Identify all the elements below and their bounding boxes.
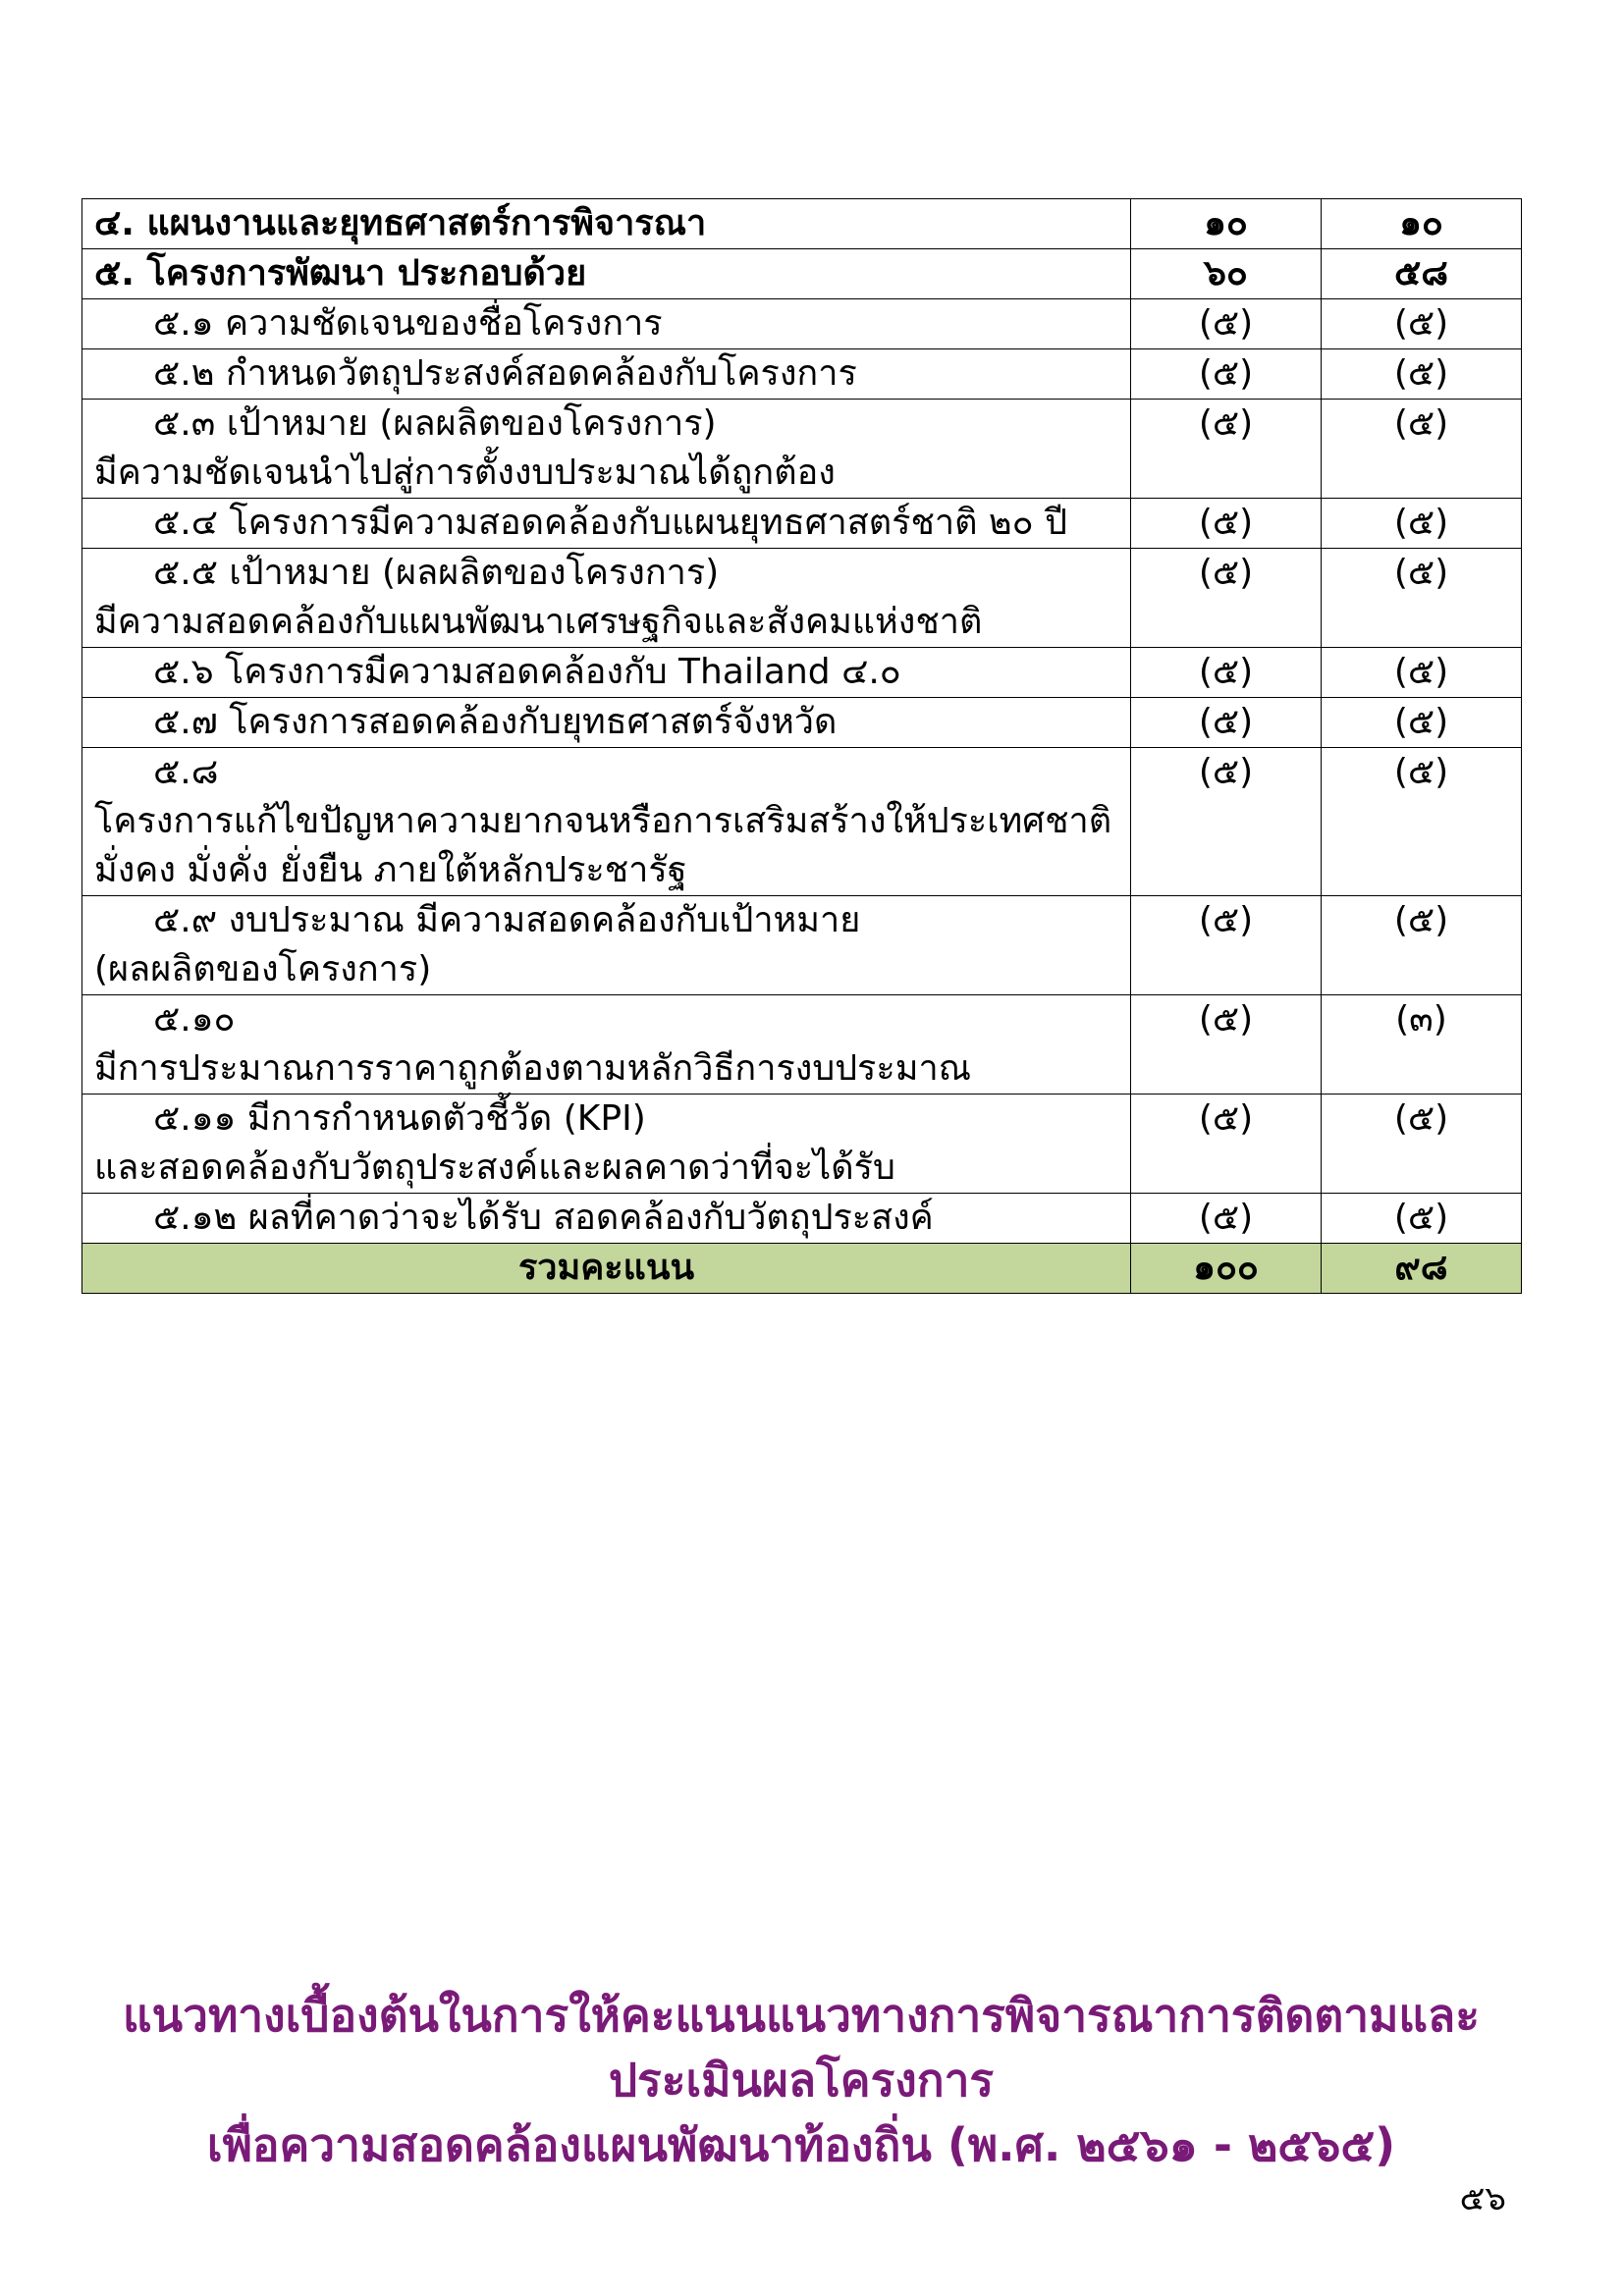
criteria-label-continued: มีความชัดเจนนำไปสู่การตั้งงบประมาณได้ถูกต้อง (94, 453, 836, 493)
criteria-cell (82, 400, 1131, 499)
criteria-cell (82, 1194, 1131, 1244)
given-score: ๕๘ (1322, 249, 1522, 299)
criteria-cell (82, 349, 1131, 400)
criteria-label: ๕.๔ โครงการมีความสอดคล้องกับแผนยุทธศาสตร์ชาติ ๒๐ ปี (153, 503, 1067, 543)
criteria-label: ๕. โครงการพัฒนา ประกอบด้วย (82, 249, 1131, 299)
criteria-cell (82, 698, 1131, 748)
criteria-label-continued: มีการประมาณการราคาถูกต้องตามหลักวิธีการงบประมาณ (94, 1048, 972, 1089)
table-row (82, 349, 1522, 400)
table-row (82, 648, 1522, 698)
criteria-label: ๕.๗ โครงการสอดคล้องกับยุทธศาสตร์จังหวัด (153, 702, 838, 742)
full-score: (๕) (1131, 748, 1322, 896)
table-row (82, 1194, 1522, 1244)
total-label: รวมคะแนน (82, 1244, 1131, 1294)
table-row (82, 199, 1522, 249)
criteria-cell (82, 995, 1131, 1095)
criteria-label: ๕.๑ ความชัดเจนของชื่อโครงการ (153, 303, 663, 344)
table-row (82, 995, 1522, 1095)
footer-heading (81, 1983, 1521, 2177)
full-score: (๕) (1131, 1194, 1322, 1244)
full-score: (๕) (1131, 299, 1322, 349)
full-score: (๕) (1131, 549, 1322, 648)
total-row (82, 1244, 1522, 1294)
given-score: (๕) (1322, 299, 1522, 349)
footer-line-1: แนวทางเบื้องต้นในการให้คะแนนแนวทางการพิจารณาการติดตามและประเมินผลโครงการ (123, 1989, 1480, 2107)
full-score: (๕) (1131, 896, 1322, 995)
total-given-score: ๙๘ (1322, 1244, 1522, 1294)
criteria-label: ๔. แผนงานและยุทธศาสตร์การพิจารณา (82, 199, 1131, 249)
criteria-cell (82, 1095, 1131, 1194)
given-score: (๕) (1322, 349, 1522, 400)
full-score: (๕) (1131, 648, 1322, 698)
table-row (82, 400, 1522, 499)
table-row (82, 1095, 1522, 1194)
given-score: (๕) (1322, 400, 1522, 499)
criteria-label-continued: โครงการแก้ไขปัญหาความยากจนหรือการเสริมสร้างให้ประเทศชาติมั่งคง มั่งคั่ง ยั่งยืน ภายใต้หลักประชารัฐ (94, 801, 1112, 890)
given-score: (๕) (1322, 648, 1522, 698)
criteria-label-continued: (ผลผลิตของโครงการ) (94, 949, 432, 989)
criteria-cell (82, 748, 1131, 896)
given-score: (๕) (1322, 1095, 1522, 1194)
table-row (82, 299, 1522, 349)
criteria-label: ๕.๑๒ ผลที่คาดว่าจะได้รับ สอดคล้องกับวัตถุประสงค์ (153, 1198, 934, 1238)
full-score: (๕) (1131, 698, 1322, 748)
given-score: (๕) (1322, 698, 1522, 748)
page-number: ๕๖ (1459, 2179, 1506, 2218)
full-score: (๕) (1131, 400, 1322, 499)
criteria-label-continued: มีความสอดคล้องกับแผนพัฒนาเศรษฐกิจและสังคมแห่งชาติ (94, 602, 983, 642)
given-score: (๕) (1322, 549, 1522, 648)
criteria-cell (82, 299, 1131, 349)
table-row (82, 698, 1522, 748)
full-score: ๑๐ (1131, 199, 1322, 249)
criteria-cell (82, 549, 1131, 648)
full-score: (๕) (1131, 995, 1322, 1095)
given-score: (๓) (1322, 995, 1522, 1095)
full-score: (๕) (1131, 349, 1322, 400)
criteria-label: ๕.๕ เป้าหมาย (ผลผลิตของโครงการ) (153, 553, 720, 593)
full-score: ๖๐ (1131, 249, 1322, 299)
criteria-cell (82, 499, 1131, 549)
criteria-label: ๕.๑๐ (153, 999, 236, 1040)
footer-line-2: เพื่อความสอดคล้องแผนพัฒนาท้องถิ่น (พ.ศ. ๒๕๖๑ - ๒๕๖๕) (206, 2118, 1396, 2171)
given-score: (๕) (1322, 748, 1522, 896)
criteria-label: ๕.๙ งบประมาณ มีความสอดคล้องกับเป้าหมาย (153, 900, 861, 940)
table-row (82, 896, 1522, 995)
full-score: (๕) (1131, 1095, 1322, 1194)
table-row (82, 748, 1522, 896)
table-row (82, 499, 1522, 549)
given-score: (๕) (1322, 896, 1522, 995)
criteria-cell (82, 648, 1131, 698)
total-full-score: ๑๐๐ (1131, 1244, 1322, 1294)
criteria-cell (82, 896, 1131, 995)
criteria-label-continued: และสอดคล้องกับวัตถุประสงค์และผลคาดว่าที่จะได้รับ (94, 1148, 895, 1188)
criteria-label: ๕.๑๑ มีการกำหนดตัวชี้วัด (KPI) (153, 1098, 646, 1139)
criteria-label: ๕.๖ โครงการมีความสอดคล้องกับ Thailand ๔.๐ (153, 652, 901, 692)
criteria-label: ๕.๒ กำหนดวัตถุประสงค์สอดคล้องกับโครงการ (153, 353, 857, 394)
table-row (82, 549, 1522, 648)
score-table (81, 198, 1522, 1294)
given-score: ๑๐ (1322, 199, 1522, 249)
table-row (82, 249, 1522, 299)
criteria-label: ๕.๓ เป้าหมาย (ผลผลิตของโครงการ) (153, 403, 717, 444)
given-score: (๕) (1322, 1194, 1522, 1244)
criteria-label: ๕.๘ (153, 752, 219, 792)
full-score: (๕) (1131, 499, 1322, 549)
given-score: (๕) (1322, 499, 1522, 549)
